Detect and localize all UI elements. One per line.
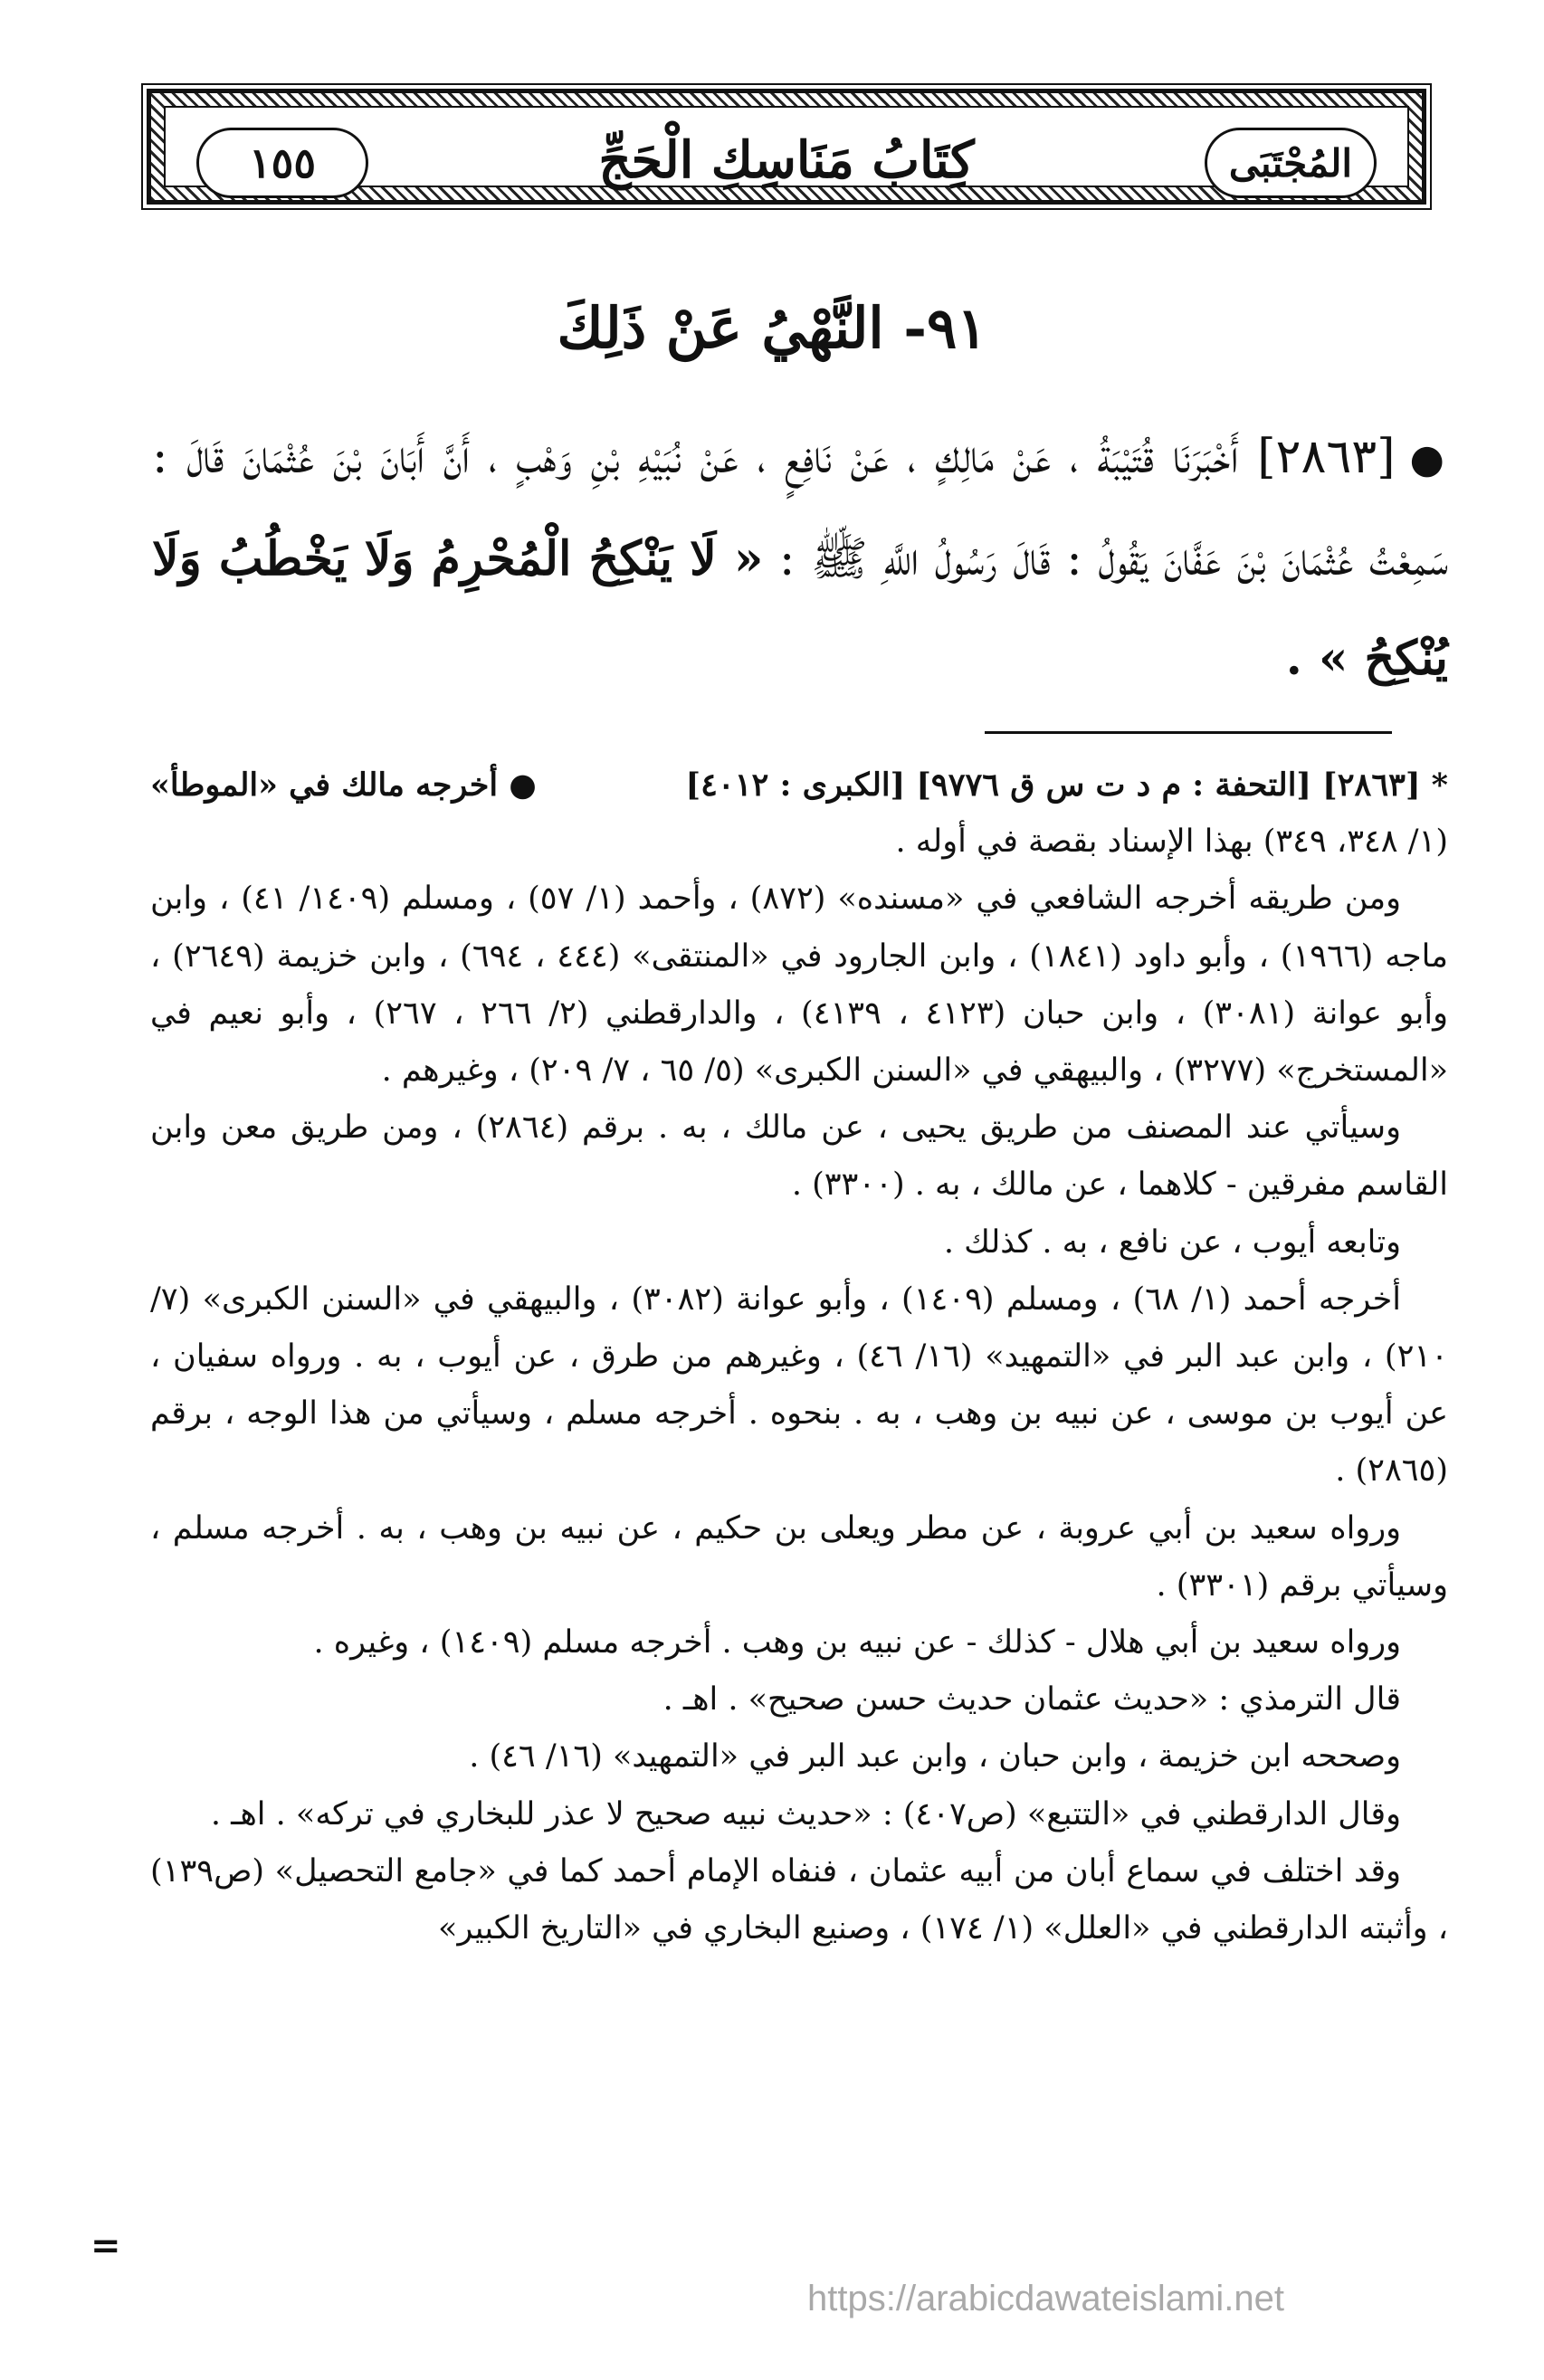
footnote-divider bbox=[985, 731, 1392, 734]
footnote-paragraph: ورواه سعيد بن أبي هلال - كذلك - عن نبيه بن وهب . أخرجه مسلم (١٤٠٩) ، وغيره . bbox=[313, 1624, 1401, 1661]
watermark-url: https://arabicdawateislami.net bbox=[807, 2279, 1284, 2318]
footnote-takhrij-start: ● أخرجه مالك في «الموطأ» bbox=[150, 766, 537, 804]
header-inner-frame bbox=[164, 106, 1409, 190]
footnote-paragraph: قال الترمذي : «حديث عثمان حديث حسن صحيح» . اهـ . bbox=[662, 1681, 1401, 1718]
running-header bbox=[147, 89, 1426, 205]
page-number: ١٥٥ bbox=[248, 138, 317, 187]
book-name-cartouche bbox=[1205, 128, 1377, 198]
footnote-line: (١/ ٣٤٨، ٣٤٩) بهذا الإسناد بقصة في أوله . bbox=[895, 823, 1448, 861]
footnote-paragraph: وتابعه أيوب ، عن نافع ، به . كذلك . bbox=[943, 1223, 1401, 1261]
footnote-paragraph: وقد اختلف في سماع أبان من أبيه عثمان ، فنفاه الإمام أحمد كما في «جامع التحصيل» (ص١٣٩) ، وأثبته الدارقطني في «العلل» (١/ ١٧٤) ، وصنيع البخاري في «التاريخ الكبير» bbox=[150, 1852, 1448, 1947]
hadith-text: « لَا يَنْكِحُ الْمُحْرِمُ وَلَا يَخْطُبُ وَلَا يُنْكِحُ » . bbox=[152, 531, 1448, 686]
footnotes-block bbox=[150, 757, 1448, 1957]
hadith-bullet: ● bbox=[1409, 436, 1448, 482]
footnote-paragraph: وصححه ابن خزيمة ، وابن حبان ، وابن عبد البر في «التمهيد» (١٦/ ٤٦) . bbox=[469, 1738, 1401, 1775]
continuation-mark: = bbox=[91, 2224, 121, 2267]
section-title: كِتَابُ مَنَاسِكِ الْحَجِّ bbox=[598, 130, 975, 190]
footnote-tuhfa-reference: * [٢٨٦٣] [التحفة : م د ت س ق ٩٧٧٦] [الكبرى : ٤٠١٢] bbox=[685, 766, 1448, 804]
footnote-paragraph: ومن طريقه أخرجه الشافعي في «مسنده» (٨٧٢) ، وأحمد (١/ ٥٧) ، ومسلم (١٤٠٩/ ٤١) ، وابن ماجه (١٩٦٦) ، وأبو داود (١٨٤١) ، وابن الجارود في «المنتقى» (٤٤٤ ، ٦٩٤) ، وابن خزيمة (٢٦٤٩) ، وأبو عوانة (٣٠٨١) ، وابن حبان (٤١٢٣ ، ٤١٣٩) ، والدارقطني (٢/ ٢٦٦ ، ٢٦٧) ، وأبو نعيم في «المستخرج» (٣٢٧٧) ، والبيهقي في «السنن الكبرى» (٥/ ٦٥ ، ٧/ ٢٠٩) ، وغيرهم . bbox=[150, 881, 1449, 1090]
footnote-paragraph: أخرجه أحمد (١/ ٦٨) ، ومسلم (١٤٠٩) ، وأبو عوانة (٣٠٨٢) ، والبيهقي في «السنن الكبرى» (٧/ ٢١٠) ، وابن عبد البر في «التمهيد» (١٦/ ٤٦) ، وغيرهم من طرق ، عن أيوب ، به . ورواه سفيان ، عن أيوب بن موسى ، عن نبيه بن وهب ، به . بنحوه . أخرجه مسلم ، وسيأتي من هذا الوجه ، برقم (٢٨٦٥) . bbox=[150, 1280, 1448, 1490]
footnote-paragraph: وقال الدارقطني في «التتبع» (ص٤٠٧) : «حديث نبيه صحيح لا عذر للبخاري في تركه» . اهـ . bbox=[210, 1795, 1401, 1833]
footnote-paragraph: ورواه سعيد بن أبي عروبة ، عن مطر ويعلى بن حكيم ، عن نبيه بن وهب ، به . أخرجه مسلم ، وسيأتي برقم (٣٣٠١) . bbox=[150, 1509, 1448, 1604]
chapter-title: ٩١- النَّهْيُ عَنْ ذَلِكَ bbox=[557, 295, 987, 361]
footnote-paragraph: وسيأتي عند المصنف من طريق يحيى ، عن مالك ، به . برقم (٢٨٦٤) ، ومن طريق معن وابن القاسم مفرقين - كلاهما ، عن مالك ، به . (٣٣٠٠) . bbox=[150, 1109, 1448, 1204]
book-name: المُجْتَبَى bbox=[1228, 140, 1353, 186]
hadith-block bbox=[152, 407, 1448, 709]
footnote-reference-line bbox=[150, 757, 1448, 814]
hadith-chain: [٢٨٦٣] أَخْبَرَنَا قُتَيْبَةُ ، عَنْ مَالِكٍ ، عَنْ نَافِعٍ ، عَنْ نُبَيْهِ بْنِ وَهْبٍ ، أَنَّ أَبَانَ بْنَ عُثْمَانَ قَالَ : سَمِعْتُ عُثْمَانَ بْنَ عَفَّانَ يَقُولُ : قَالَ رَسُولُ اللَّهِ ﷺ : bbox=[152, 430, 1449, 586]
